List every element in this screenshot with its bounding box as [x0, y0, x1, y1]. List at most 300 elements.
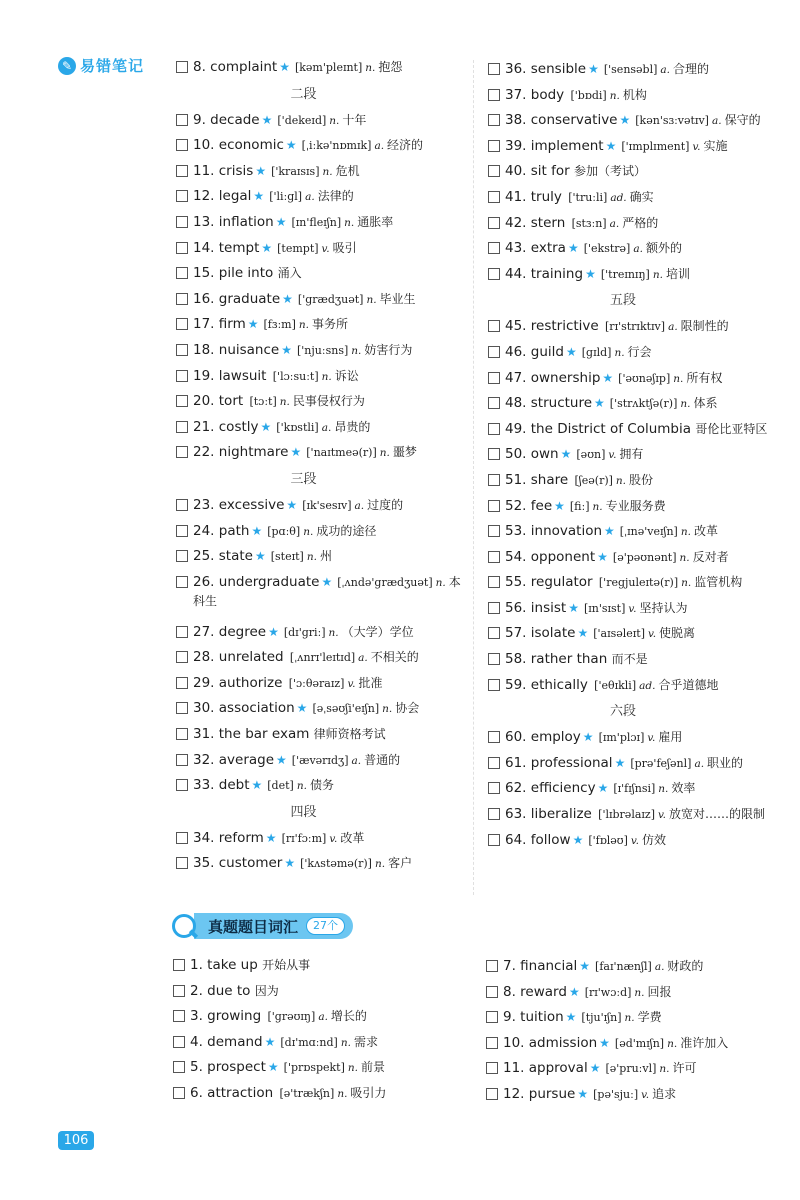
vocab-word: 10. economic — [193, 137, 284, 154]
entry-body — [193, 239, 357, 258]
phonetic: [kəm'pleɪnt] — [294, 61, 363, 74]
part-of-speech: n. — [652, 268, 663, 281]
part-of-speech: v. — [692, 140, 701, 153]
entry-body — [193, 648, 419, 667]
part-of-speech: a. — [351, 754, 362, 767]
phonetic: [gɪld] — [581, 345, 612, 359]
vocab-entry — [488, 60, 768, 86]
checkbox[interactable] — [176, 216, 188, 228]
checkbox[interactable] — [486, 986, 498, 998]
checkbox[interactable] — [176, 165, 188, 177]
phonetic: [tempt] — [277, 241, 319, 255]
star-icon: ★ — [282, 291, 293, 306]
phonetic: ['grəʊɪŋ] — [267, 1010, 316, 1024]
part-of-speech: n. — [681, 577, 692, 590]
entry-body — [193, 496, 403, 515]
entry-body — [193, 674, 383, 693]
entry-body — [190, 1007, 367, 1026]
vocab-column-left — [176, 58, 461, 880]
part-of-speech: v. — [608, 449, 617, 462]
vocab-entry — [488, 137, 768, 163]
star-icon: ★ — [267, 1060, 279, 1075]
vocab-word: 39. implement — [505, 137, 604, 154]
checkbox[interactable] — [176, 832, 188, 844]
vocab-entry — [176, 187, 461, 213]
vocab-word: 27. degree — [193, 623, 267, 640]
vocab-word: 53. innovation — [505, 523, 603, 540]
star-icon: ★ — [619, 113, 631, 128]
checkbox[interactable] — [488, 346, 500, 358]
part-of-speech: v. — [347, 677, 356, 690]
checkbox[interactable] — [176, 190, 188, 202]
vocab-column-right — [488, 60, 768, 856]
checkbox[interactable] — [488, 474, 500, 486]
vocab-entry — [176, 829, 461, 855]
part-of-speech: n. — [298, 319, 309, 332]
part-of-speech: a. — [354, 499, 365, 512]
checkbox[interactable] — [488, 320, 500, 332]
chinese-meaning: 财政的 — [667, 959, 704, 973]
banner-title: 真题题目词汇 — [208, 917, 299, 936]
vocab-word: 14. tempt — [193, 239, 260, 256]
checkbox[interactable] — [488, 89, 500, 101]
checkbox[interactable] — [488, 679, 500, 691]
phonetic: [ˌʌndə'grædʒuət] — [337, 575, 433, 589]
vocab-word: 34. reform — [193, 829, 264, 846]
checkbox[interactable] — [176, 344, 188, 356]
star-icon: ★ — [265, 830, 277, 845]
part-of-speech: n. — [435, 576, 446, 589]
checkbox[interactable] — [488, 242, 500, 254]
part-of-speech: n. — [679, 551, 690, 564]
vocab-word: 60. employ — [505, 729, 581, 746]
checkbox[interactable] — [176, 318, 188, 330]
vocab-entry — [176, 111, 461, 137]
checkbox[interactable] — [488, 602, 500, 614]
checkbox[interactable] — [173, 1036, 185, 1048]
vocab-word: 8. complaint — [193, 59, 278, 75]
part-of-speech: a. — [374, 140, 385, 153]
checkbox[interactable] — [488, 576, 500, 588]
entry-body — [193, 776, 334, 795]
chinese-meaning: 合理的 — [673, 62, 710, 76]
vocab-entry — [176, 392, 461, 418]
chinese-meaning: 效率 — [671, 781, 696, 796]
vocab-entry — [488, 805, 768, 831]
vocab-word: 62. efficiency — [505, 780, 596, 797]
checkbox[interactable] — [488, 627, 500, 639]
checkbox[interactable] — [173, 985, 185, 997]
vocab-entry — [488, 573, 768, 599]
part-of-speech: v. — [630, 834, 639, 847]
vocab-word: 32. average — [193, 751, 275, 768]
part-of-speech: n. — [680, 398, 691, 411]
vocab-word: 19. lawsuit — [193, 367, 267, 384]
checkbox[interactable] — [176, 754, 188, 766]
checkbox[interactable] — [488, 191, 500, 203]
chinese-meaning: 保守的 — [724, 113, 761, 128]
star-icon: ★ — [290, 445, 302, 460]
checkbox[interactable] — [488, 63, 500, 75]
phonetic: [ɪn'sɪst] — [583, 601, 626, 615]
star-icon: ★ — [568, 600, 579, 615]
vocab-entry — [176, 751, 461, 777]
entry-body — [505, 188, 654, 207]
phonetic: [dɪ'mɑːnd] — [280, 1035, 338, 1049]
chinese-meaning: 机构 — [622, 87, 647, 102]
chinese-meaning: 危机 — [335, 163, 360, 178]
chinese-meaning: 需求 — [353, 1034, 378, 1049]
vocab-entry — [176, 264, 461, 290]
checkbox[interactable] — [176, 370, 188, 382]
vocab-entry — [176, 547, 461, 573]
chinese-meaning: 限制性的 — [680, 319, 729, 334]
chinese-meaning: 追求 — [652, 1086, 677, 1101]
checkbox[interactable] — [488, 165, 500, 177]
phonetic: [dɪ'griː] — [283, 625, 326, 639]
vocab-word: 51. share — [505, 471, 569, 488]
part-of-speech: n. — [680, 526, 691, 539]
checkbox[interactable] — [176, 139, 188, 151]
vocab-entry — [486, 1008, 776, 1034]
chinese-meaning: 许可 — [672, 1061, 697, 1076]
entry-body — [505, 317, 729, 336]
star-icon: ★ — [597, 549, 608, 564]
checkbox[interactable] — [176, 421, 188, 433]
star-icon: ★ — [286, 497, 298, 512]
vocab-entry — [488, 214, 768, 240]
checkbox[interactable] — [173, 1061, 185, 1073]
vocab-entry — [176, 674, 461, 700]
vocab-entry — [173, 1084, 463, 1110]
star-icon: ★ — [321, 574, 333, 589]
checkbox[interactable] — [176, 550, 188, 562]
vocab-word: 42. stern — [505, 214, 566, 231]
chinese-meaning: 因为 — [254, 983, 279, 998]
checkbox[interactable] — [488, 782, 500, 794]
vocab-entry — [488, 650, 768, 676]
entry-body — [193, 751, 400, 770]
star-icon: ★ — [275, 214, 287, 229]
entry-body — [193, 623, 414, 642]
vocab-word: 38. conservative — [505, 112, 618, 129]
phonetic: [stɜːn] — [571, 216, 607, 230]
vocab-entry — [173, 982, 463, 1008]
checkbox[interactable] — [176, 702, 188, 714]
part-of-speech: n. — [634, 986, 645, 999]
part-of-speech: n. — [667, 1037, 678, 1050]
checkbox[interactable] — [176, 525, 188, 537]
entry-body — [193, 264, 302, 282]
checkbox[interactable] — [173, 959, 185, 971]
checkbox[interactable] — [488, 372, 500, 384]
part-of-speech: v. — [648, 628, 657, 641]
checkbox[interactable] — [176, 857, 188, 869]
star-icon: ★ — [253, 189, 265, 204]
phonetic: [fɜːm] — [263, 318, 296, 332]
chinese-meaning: 体系 — [693, 396, 718, 411]
chinese-meaning: 抱怨 — [378, 60, 403, 74]
entry-body — [193, 547, 332, 566]
star-icon: ★ — [254, 549, 266, 564]
part-of-speech: a. — [633, 243, 643, 256]
checkbox[interactable] — [488, 731, 500, 743]
part-of-speech: n. — [329, 114, 340, 127]
checkbox[interactable] — [176, 728, 188, 740]
checkbox[interactable] — [176, 114, 188, 126]
star-icon: ★ — [585, 266, 596, 281]
phonetic: ['grædʒuət] — [297, 292, 364, 306]
vocab-entry — [173, 1058, 463, 1084]
part-of-speech: n. — [347, 1062, 358, 1075]
vocab-word: 55. regulator — [505, 574, 593, 591]
entry-body — [190, 1084, 386, 1103]
chinese-meaning: 合乎道德地 — [658, 677, 719, 692]
star-icon: ★ — [604, 524, 615, 539]
vocab-word: 31. the bar exam — [193, 726, 310, 743]
entry-body — [503, 957, 703, 976]
checkbox[interactable] — [176, 779, 188, 791]
part-of-speech: n. — [673, 372, 684, 385]
part-of-speech: v. — [329, 832, 338, 845]
chinese-meaning: （大学）学位 — [341, 624, 414, 639]
vocab-word: 12. pursue — [503, 1085, 576, 1102]
phonetic: [ɪm'plɔɪ] — [598, 731, 645, 745]
checkbox[interactable] — [486, 960, 498, 972]
checkbox[interactable] — [176, 242, 188, 254]
vocab-entry — [176, 290, 461, 316]
entry-body — [505, 445, 643, 464]
part-of-speech: a. — [305, 191, 315, 204]
vocab-word: 8. reward — [503, 983, 567, 1000]
chinese-meaning: 十年 — [342, 112, 367, 127]
phonetic: ['kɒstli] — [276, 420, 319, 434]
star-icon: ★ — [261, 240, 273, 255]
checkbox[interactable] — [488, 525, 500, 537]
phonetic: [ə'pəʊnənt] — [612, 550, 677, 564]
phonetic: [faɪ'nænʃl] — [595, 960, 652, 973]
checkbox[interactable] — [173, 1010, 185, 1022]
chinese-meaning: 前景 — [361, 1060, 386, 1075]
checkbox[interactable] — [176, 395, 188, 407]
checkbox[interactable] — [176, 61, 188, 73]
vocab-entry — [488, 831, 768, 857]
phonetic: ['regjuleɪtə(r)] — [598, 576, 679, 590]
checkbox[interactable] — [488, 653, 500, 665]
star-icon: ★ — [568, 984, 580, 999]
entry-body — [193, 187, 354, 206]
phonetic: ['sensəbl] — [603, 63, 658, 76]
vocab-word: 7. financial — [503, 958, 578, 974]
chinese-meaning: 民事侵权行为 — [292, 394, 365, 409]
chinese-meaning: 所有权 — [686, 370, 723, 385]
checkbox[interactable] — [486, 1011, 498, 1023]
checkbox[interactable] — [173, 1087, 185, 1099]
entry-body — [503, 1085, 676, 1104]
part-of-speech: a. — [694, 757, 705, 770]
checkbox[interactable] — [488, 500, 500, 512]
vocab-word: 41. truly — [505, 188, 562, 205]
star-icon: ★ — [560, 447, 572, 462]
star-icon: ★ — [565, 344, 577, 359]
vocab-word: 13. inflation — [193, 213, 274, 230]
checkbox[interactable] — [176, 677, 188, 689]
banner-bar — [194, 913, 353, 939]
vocab-word: 11. crisis — [193, 162, 254, 179]
vocab-word: 64. follow — [505, 831, 571, 848]
phonetic: [tɔːt] — [249, 395, 277, 409]
entry-body — [190, 956, 310, 974]
entry-body — [503, 1008, 662, 1027]
checkbox[interactable] — [488, 834, 500, 846]
vocab-word: 5. prospect — [190, 1059, 266, 1076]
checkbox[interactable] — [488, 808, 500, 820]
phonetic: ['kʌstəmə(r)] — [300, 857, 372, 871]
part-of-speech: n. — [658, 783, 669, 796]
checkbox[interactable] — [176, 651, 188, 663]
chinese-meaning: 拥有 — [619, 447, 644, 462]
part-of-speech: n. — [340, 1036, 351, 1049]
entry-body — [193, 522, 376, 541]
star-icon: ★ — [268, 624, 279, 639]
checkbox[interactable] — [486, 1062, 498, 1074]
vocab-entry — [176, 418, 461, 444]
part-of-speech: n. — [321, 370, 332, 383]
star-icon: ★ — [554, 498, 565, 513]
phonetic: ['treɪnɪŋ] — [600, 267, 650, 281]
vocab-entry — [488, 188, 768, 214]
checkbox[interactable] — [488, 757, 500, 769]
phonetic: ['əʊnəʃɪp] — [618, 371, 671, 385]
checkbox[interactable] — [176, 293, 188, 305]
phonetic: ['njuːsns] — [296, 343, 349, 357]
vocab-word: 12. legal — [193, 188, 252, 205]
chinese-meaning: 债务 — [309, 778, 334, 793]
vocab-entry — [176, 522, 461, 548]
checkbox[interactable] — [176, 446, 188, 458]
chinese-meaning: 不相关的 — [370, 650, 419, 665]
vocab-word: 36. sensible — [505, 61, 587, 77]
vocab-entry — [176, 162, 461, 188]
entry-body — [193, 136, 423, 155]
phonetic: [tju'ɪʃn] — [581, 1011, 622, 1025]
checkbox[interactable] — [176, 576, 188, 588]
vocab-entry — [488, 676, 768, 702]
phonetic: [fiː] — [569, 499, 590, 513]
entry-body — [505, 599, 687, 618]
entry-body — [193, 418, 370, 437]
vocab-word: 16. graduate — [193, 290, 281, 307]
phonetic: [ə'trækʃn] — [279, 1086, 335, 1100]
part-of-speech: a. — [609, 217, 620, 230]
chinese-meaning: 额外的 — [645, 241, 682, 256]
checkbox[interactable] — [488, 423, 500, 435]
checkbox[interactable] — [488, 448, 500, 460]
chinese-meaning: 吸引力 — [350, 1085, 387, 1100]
vocab-word: 50. own — [505, 446, 559, 463]
part-of-speech: v. — [628, 602, 637, 615]
checkbox[interactable] — [176, 499, 188, 511]
vocab-word: 56. insist — [505, 599, 567, 616]
entry-body — [505, 343, 652, 362]
chinese-meaning: 昂贵的 — [334, 419, 371, 434]
checkbox[interactable] — [488, 217, 500, 229]
vocab-entry — [176, 623, 461, 649]
chinese-meaning: 监管机构 — [694, 575, 743, 590]
star-icon: ★ — [582, 730, 594, 745]
entry-body — [193, 573, 461, 610]
vocab-entry — [176, 341, 461, 367]
entry-body — [505, 162, 646, 180]
vocab-entry — [176, 367, 461, 393]
checkbox[interactable] — [486, 1088, 498, 1100]
vocab-word: 57. isolate — [505, 625, 576, 642]
part-of-speech: n. — [365, 62, 376, 74]
page-number: 106 — [58, 1131, 94, 1150]
checkbox[interactable] — [488, 397, 500, 409]
chinese-meaning: 坚持认为 — [639, 600, 688, 615]
chinese-meaning: 而不是 — [611, 652, 648, 667]
part-of-speech: n. — [615, 474, 627, 487]
vocab-word: 6. attraction — [190, 1084, 274, 1101]
vocab-word: 10. admission — [503, 1034, 598, 1051]
checkbox[interactable] — [176, 626, 188, 638]
section-heading: 六段 — [609, 704, 636, 720]
vocab-entry — [488, 420, 768, 446]
vocab-word: 18. nuisance — [193, 341, 280, 358]
column-divider — [473, 60, 474, 895]
checkbox[interactable] — [488, 551, 500, 563]
checkbox[interactable] — [488, 268, 500, 280]
part-of-speech: a. — [654, 961, 665, 973]
section-heading: 四段 — [290, 804, 317, 820]
vocab-word: 52. fee — [505, 497, 553, 514]
checkbox[interactable] — [486, 1037, 498, 1049]
chinese-meaning: 参加（考试） — [574, 164, 647, 179]
vocab-word: 43. extra — [505, 240, 566, 257]
vocab-entry — [176, 315, 461, 341]
checkbox[interactable] — [488, 114, 500, 126]
vocab-entry — [173, 1007, 463, 1033]
vocab-word: 29. authorize — [193, 674, 283, 691]
part-of-speech: a. — [318, 1011, 328, 1024]
phonetic: [pɑːθ] — [267, 524, 301, 538]
word-count-badge: 27个 — [306, 917, 345, 935]
checkbox[interactable] — [488, 140, 500, 152]
vocab-entry — [176, 699, 461, 725]
chinese-meaning: 确实 — [629, 189, 654, 204]
part-of-speech: n. — [592, 500, 603, 513]
entry-body — [505, 60, 709, 79]
entry-body — [193, 829, 364, 848]
vocab-entry — [176, 496, 461, 522]
section-heading: 三段 — [290, 471, 317, 487]
entry-body — [505, 420, 767, 438]
chinese-meaning: 使脱离 — [659, 626, 696, 641]
vocab-word: 47. ownership — [505, 369, 601, 386]
chinese-meaning: 回报 — [647, 984, 672, 999]
part-of-speech: n. — [328, 626, 339, 639]
phonetic: [ɪn'fleɪʃn] — [291, 215, 342, 229]
chinese-meaning: 法律的 — [317, 189, 354, 204]
vocab-word: 24. path — [193, 522, 250, 539]
star-icon: ★ — [261, 112, 273, 127]
vocab-entry — [488, 779, 768, 805]
vocab-entry — [176, 725, 461, 751]
entry-body — [505, 624, 695, 643]
checkbox[interactable] — [176, 267, 188, 279]
star-icon: ★ — [588, 62, 599, 76]
